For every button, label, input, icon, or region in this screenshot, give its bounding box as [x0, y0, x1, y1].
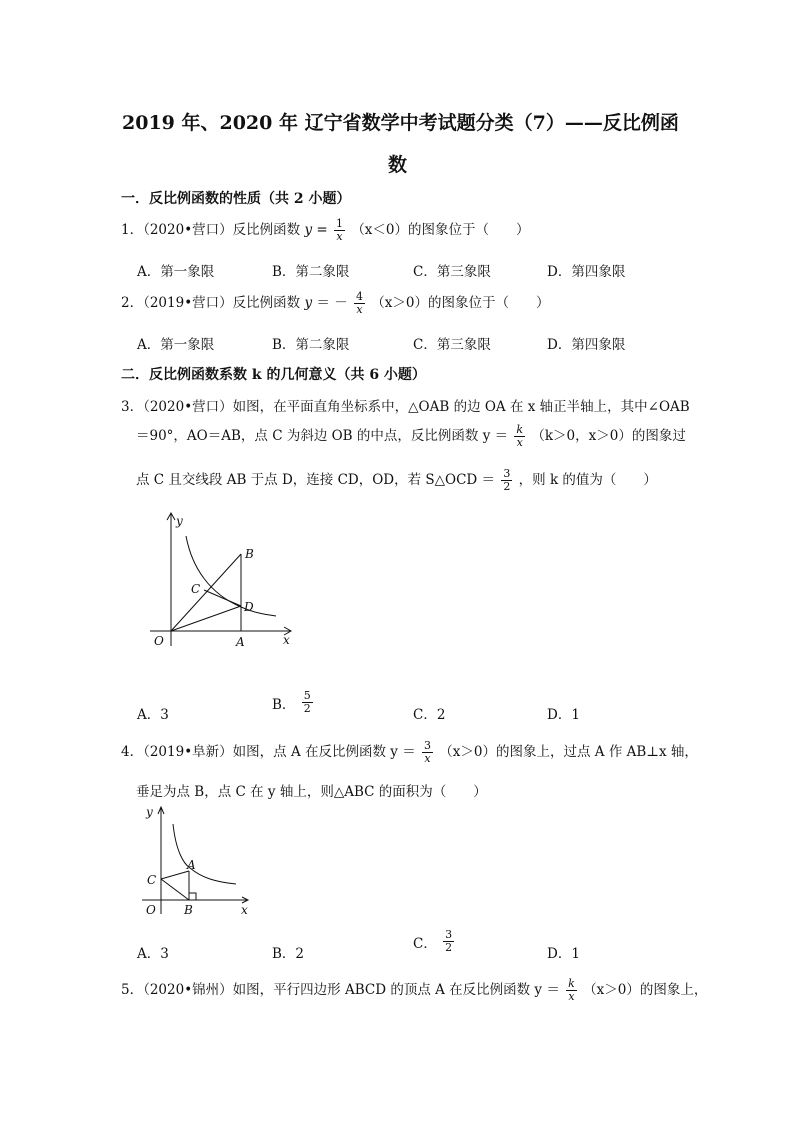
q3-option-b[interactable]	[272, 690, 315, 715]
section-2-heading: 二．反比例函数系数 k 的几何意义（共 6 小题）	[121, 367, 426, 383]
page-title-line1: 2019 年、2020 年 辽宁省数学中考试题分类（7）——反比例函	[122, 112, 679, 134]
q4-line2: 垂足为点 B，点 C 在 y 轴上，则△ABC 的面积为（ ）	[136, 784, 487, 800]
q1-frac-num: 1	[336, 217, 344, 230]
q4-label-o: O	[146, 903, 156, 917]
q3-fraction-3-2	[501, 468, 512, 493]
q1-option-b[interactable]: B．第二象限	[272, 264, 350, 280]
q1-condition: （x＜0）的图象位于（ ）	[351, 222, 530, 238]
page-title-line2: 数	[388, 154, 408, 176]
q2-condition: （x＞0）的图象位于（ ）	[371, 295, 550, 311]
q3-label-d: D	[244, 600, 254, 614]
q5-line1a: 5．（2020•锦州）如图，平行四边形 ABCD 的顶点 A 在反比例函数 y ＝	[121, 982, 560, 998]
q3-option-b-num: 5	[303, 689, 311, 702]
q3-label-b: B	[245, 547, 254, 561]
q3-line1: 3．（2020•营口）如图，在平面直角坐标系中，△OAB 的边 OA 在 x 轴正半轴上，其中∠OAB	[121, 399, 690, 415]
q4-label-c: C	[147, 873, 157, 887]
q4-option-c-num: 3	[445, 928, 453, 941]
q1-func-y: y	[304, 222, 313, 238]
q3-line2a: ＝90°，AO＝AB，点 C 为斜边 OB 的中点，反比例函数 y ＝	[136, 428, 509, 444]
q5-fraction-k-x	[566, 978, 577, 1003]
q3-label-x: x	[283, 633, 290, 647]
q2-prefix: 2．（2019•营口）反比例函数	[121, 295, 301, 311]
q1-eq: =	[316, 222, 328, 238]
q1-prefix: 1．（2020•营口）反比例函数	[121, 222, 301, 238]
q4-fraction-3-x	[422, 740, 433, 765]
q5-frac-x: x	[568, 990, 575, 1003]
q3-option-c[interactable]: C．2	[413, 707, 446, 723]
q1-option-c[interactable]: C．第三象限	[413, 264, 491, 280]
q3-option-b-den: 2	[303, 702, 311, 715]
q2-frac-den: x	[356, 303, 363, 316]
q3-figure	[140, 508, 300, 653]
q3-line3	[136, 468, 657, 493]
q4-line1b: （x＞0）的图象上，过点 A 作 AB⊥x 轴，	[439, 744, 698, 760]
q4-option-c[interactable]	[413, 929, 456, 954]
q2-frac-num: 4	[356, 290, 363, 303]
q4-line1a: 4．（2019•阜新）如图，点 A 在反比例函数 y ＝	[121, 744, 416, 760]
q3-label-a: A	[236, 635, 245, 649]
q4-option-b[interactable]: B．2	[272, 946, 305, 962]
q3-frac-k: k	[516, 423, 524, 436]
q5-frac-k: k	[568, 977, 575, 990]
q3-line2b: （k＞0，x＞0）的图象过	[531, 428, 686, 444]
q3-frac-3: 3	[503, 467, 511, 480]
q4-hyperbola	[173, 824, 236, 884]
q3-option-a[interactable]: A．3	[137, 707, 169, 723]
q4-option-c-fraction	[443, 929, 454, 954]
q4-option-a[interactable]: A．3	[137, 946, 169, 962]
q3-label-c: C	[191, 582, 201, 596]
q5-line1b: （x＞0）的图象上，	[583, 982, 708, 998]
q3-segment-ob	[171, 554, 241, 631]
q3-line3b: ，则 k 的值为（ ）	[518, 472, 657, 488]
q4-frac-3: 3	[424, 739, 431, 752]
q3-hyperbola	[186, 536, 276, 616]
q2-option-c[interactable]: C．第三象限	[413, 337, 491, 353]
q4-label-y: y	[146, 805, 153, 819]
q4-option-c-den: 2	[445, 941, 453, 954]
q2-eq: ＝ －	[316, 295, 348, 311]
q2-option-b[interactable]: B．第二象限	[272, 337, 350, 353]
q1-option-d[interactable]: D．第四象限	[547, 264, 626, 280]
q2-option-d[interactable]: D．第四象限	[547, 337, 626, 353]
q3-label-y: y	[176, 514, 183, 528]
q4-line1	[121, 740, 698, 765]
q4-label-a: A	[187, 858, 196, 872]
q3-option-d[interactable]: D．1	[547, 707, 580, 723]
q4-option-c-label: C．	[413, 935, 437, 952]
q4-segment-ca	[161, 871, 189, 879]
q4-segment-cb	[161, 879, 189, 900]
q1-frac-den: x	[336, 230, 343, 243]
q2-fraction	[354, 291, 365, 316]
q3-segment-cd	[204, 590, 241, 606]
q4-label-b: B	[184, 903, 193, 917]
q3-line3a: 点 C 且交线段 AB 于点 D，连接 CD，OD，若 S△OCD ＝	[136, 472, 496, 488]
q3-segment-od	[171, 606, 241, 631]
q1-option-a[interactable]: A．第一象限	[137, 264, 215, 280]
q3-line2	[136, 424, 686, 449]
q3-frac-2: 2	[503, 480, 511, 493]
q4-label-x: x	[241, 903, 248, 917]
section-1-heading: 一．反比例函数的性质（共 2 小题）	[121, 191, 351, 207]
q1-fraction	[334, 218, 345, 243]
q4-frac-x: x	[424, 752, 431, 765]
q2-func-y: y	[304, 295, 313, 311]
q3-label-o: O	[154, 634, 164, 648]
q4-figure	[140, 802, 255, 920]
q3-fraction-k-x	[514, 424, 525, 449]
question-2	[121, 291, 550, 316]
q4-option-d[interactable]: D．1	[547, 946, 580, 962]
q3-option-b-fraction	[302, 690, 313, 715]
question-1	[121, 218, 530, 243]
q2-option-a[interactable]: A．第一象限	[137, 337, 215, 353]
q3-option-b-label: B．	[272, 696, 296, 713]
q5-line1	[121, 978, 707, 1003]
q3-frac-x: x	[516, 436, 523, 449]
q4-right-angle-mark	[189, 893, 196, 900]
